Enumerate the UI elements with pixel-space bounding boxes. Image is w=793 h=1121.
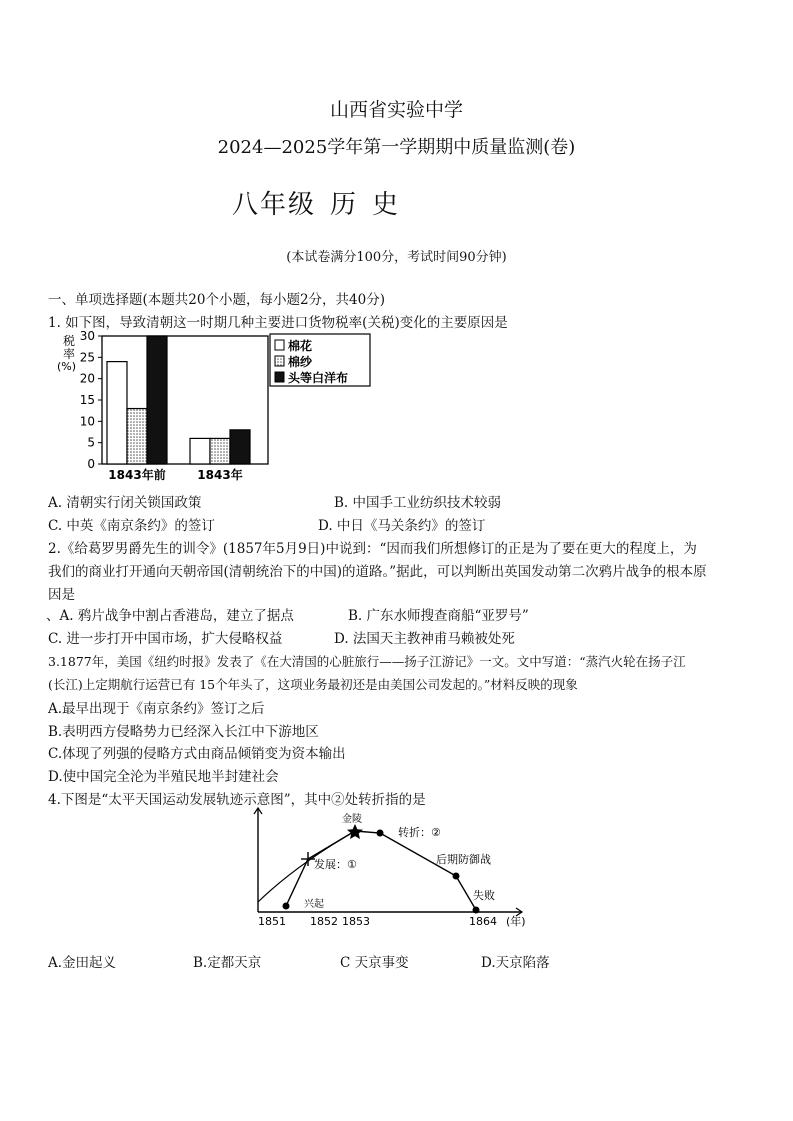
label-turn: 转折：② (398, 826, 441, 839)
q2-stem-line1: 2.《给葛罗男爵先生的训令》(1857年5月9日)中说到：“因而我们所想修订的正是为了要在更大的程度上，为 (48, 541, 697, 557)
y-axis-label-2: 率 (63, 347, 76, 361)
label-jinling: 金陵 (342, 814, 362, 825)
bar-1-1 (107, 362, 127, 464)
y-tick-label: 15 (79, 393, 95, 407)
q4-option-a[interactable]: A.金田起义 (48, 955, 117, 971)
q1-stem: 1. 如下图，导致清朝这一时期几种主要进口货物税率(关税)变化的主要原因是 (48, 315, 508, 331)
legend-swatch (275, 356, 284, 366)
q4-option-d[interactable]: D.天京陷落 (481, 955, 550, 971)
q1-option-d[interactable]: D. 中日《马关条约》的签订 (318, 518, 486, 534)
y-tick-label: 5 (87, 435, 95, 450)
year-1853: 1853 (342, 915, 370, 928)
point-defense (453, 873, 460, 880)
q2-stem-line2: 我们的商业打开通向天朝帝国(清朝统治下的中国)的道路。”据此，可以判断出英国发动第二次鸦片战争的根本原 (48, 564, 707, 580)
q1-bar-chart (55, 331, 385, 486)
point-fail (473, 907, 480, 914)
grade-label: 八年级 (232, 190, 317, 220)
q3-stem-line2: (长江)上定期航行运营已有 15个年头了，这项业务最初还是由美国公司发起的。”材料反映的现象 (48, 677, 578, 692)
section-heading: 一、单项选择题(本题共20个小题，每小题2分，共40分) (48, 292, 385, 308)
label-defense: 后期防御战 (436, 853, 491, 866)
legend-label: 棉花 (288, 339, 313, 353)
y-tick-label: 25 (79, 350, 95, 365)
exam-term-title: 2024—2025学年第一学期期中质量监测(卷) (217, 137, 576, 158)
bar-1-3 (147, 336, 167, 464)
q4-option-b[interactable]: B.定都天京 (193, 955, 262, 971)
q1-option-b[interactable]: B. 中国手工业纺织技术较弱 (334, 495, 502, 511)
q4-trajectory-diagram (250, 806, 550, 932)
q2-option-a[interactable]: 、A. 鸦片战争中割占香港岛，建立了据点 (46, 608, 294, 624)
q2-option-c[interactable]: C. 进一步打开中国市场，扩大侵略权益 (48, 631, 283, 647)
x-category-label: 1843年 (197, 468, 243, 482)
legend-swatch (275, 372, 284, 382)
y-tick-label: 20 (79, 371, 95, 386)
x-category-label: 1843年前 (108, 468, 166, 482)
point-rise (283, 903, 290, 910)
q3-option-b[interactable]: B.表明西方侵略势力已经深入长江中下游地区 (48, 724, 319, 740)
q4-stem: 4.下图是“太平天国运动发展轨迹示意图”，其中②处转折指的是 (48, 792, 426, 808)
year-1851: 1851 (258, 915, 286, 928)
q3-option-a[interactable]: A.最早出现于《南京条约》签订之后 (48, 701, 265, 717)
star-marker (347, 824, 363, 839)
label-develop: 发展：① (314, 858, 357, 871)
label-rise: 兴起 (304, 899, 324, 910)
q2-option-b[interactable]: B. 广东水师搜查商船“亚罗号” (348, 608, 529, 624)
y-tick-label: 30 (79, 331, 95, 343)
year-1852: 1852 (310, 915, 338, 928)
bar-2-1 (190, 438, 210, 464)
bar-1-2 (127, 409, 147, 464)
legend-label: 棉纱 (288, 355, 313, 369)
q3-option-d[interactable]: D.使中国完全沦为半殖民地半封建社会 (48, 769, 279, 785)
year-unit: (年) (506, 915, 526, 928)
legend-label: 头等白洋布 (288, 371, 349, 385)
bar-2-3 (230, 430, 250, 464)
y-axis-label-1: 税 (63, 334, 76, 348)
y-axis-label-3: (%) (57, 360, 77, 373)
grade-subject (232, 184, 414, 221)
chart-legend (270, 334, 370, 386)
y-tick-label: 10 (79, 414, 95, 429)
bar-2-2 (210, 438, 230, 464)
q2-option-d[interactable]: D. 法国天主教神甫马赖被处死 (334, 631, 515, 647)
legend-swatch (275, 340, 284, 350)
year-1864: 1864 (469, 915, 497, 928)
subject-char-2: 史 (372, 190, 401, 220)
q3-option-c[interactable]: C.体现了列强的侵略方式由商品倾销变为资本输出 (48, 746, 346, 762)
q4-option-c[interactable]: C 天京事变 (340, 955, 409, 971)
q1-option-c[interactable]: C. 中英《南京条约》的签订 (48, 518, 215, 534)
school-name: 山西省实验中学 (329, 99, 463, 121)
y-tick-label: 0 (87, 457, 95, 471)
label-fail: 失败 (473, 889, 495, 902)
exam-info: (本试卷满分100分，考试时间90分钟) (286, 250, 507, 265)
q2-stem-line3: 因是 (48, 587, 75, 603)
q1-option-a[interactable]: A. 清朝实行闭关锁国政策 (48, 495, 202, 511)
q3-stem-line1: 3.1877年，美国《纽约时报》发表了《在大清国的心脏旅行——扬子江游记》一文。文中写道：“蒸汽火轮在扬子江 (48, 654, 686, 669)
point-turn (377, 830, 384, 837)
subject-char-1: 历 (330, 190, 359, 220)
